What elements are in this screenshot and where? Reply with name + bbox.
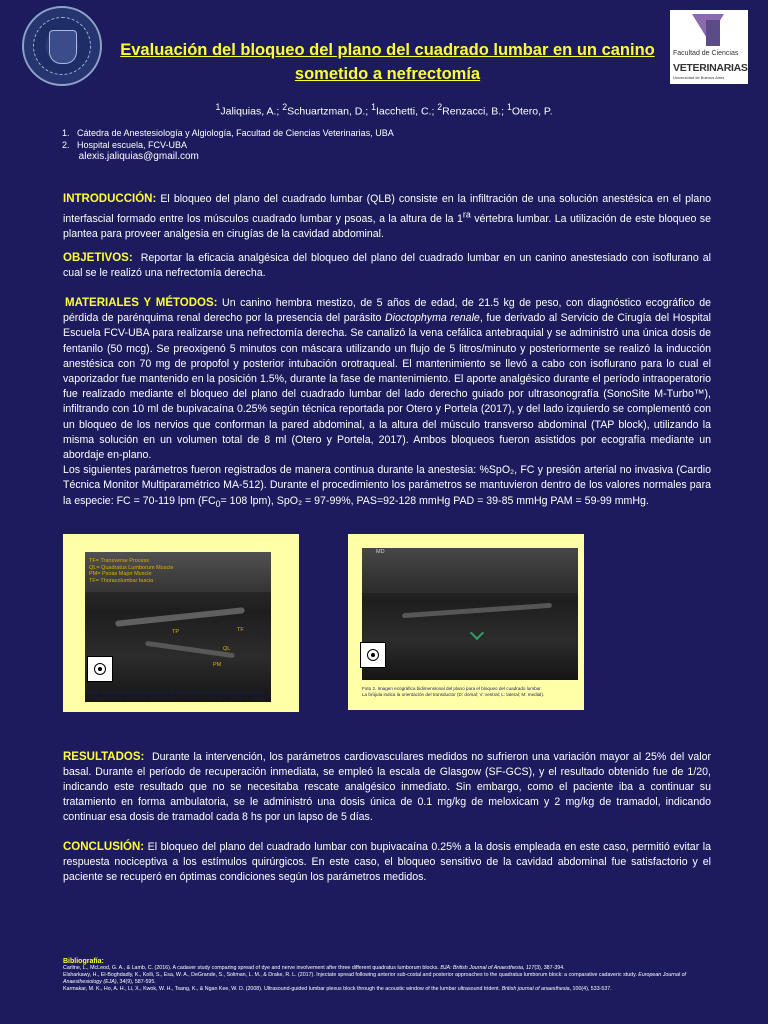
fcv-logo-line1: Facultad de Ciencias [673, 50, 739, 57]
intro-text: El bloqueo del plano del cuadrado lumbar (QLB) consiste en la infiltración de una solución anestésica en el plano interfascial formado entre los músculos cuadrado lumbar y psoas, a la altura de la $1^{ra}$ vértebra lumbar. La utilización de este bloqueo se plantea para proveer analgesia en cirugías de la cavidad abdominal. [63, 193, 711, 240]
bibliography-title: Bibliografía: [63, 958, 104, 965]
fcv-logo-line2: VETERINARIAS [673, 62, 748, 74]
figure-1-caption: Foto 1. Imagen ecográfica bidimensional del plano para el bloqueo del cuadrado lumbar. La brújula indica la orientación del transductor (D: dorsal; V: ventral; L: lateral; M: medial). [85, 690, 268, 701]
conclusion-text: El bloqueo del plano del cuadrado lumbar con bupivacaína 0.25% a la dosis empleada en este caso, permitió evitar la respuesta nociceptiva a los estímulos quirúrgicos. En este caso, el bloqueo sensitivo de la cavidad abdominal fue satisfactorio y el paciente se recuperó en óptimas condiciones según los parámetros medidos. [63, 841, 711, 883]
results-text: Durante la intervención, los parámetros cardiovasculares medidos no sufrieron una variación mayor al 25% del valor basal. Durante el período de recuperación inmediata, se empleó la escala de Glasgow (SF-GCS), y el resultado obtenido fue de 1/20, indicando este resultado que no se necesitaba rescate analgésico inmediato. Sin embargo, como el paciente iba a continuar su tratamiento en forma ambulatoria, se le administró una dosis única de 0.1 mg/kg de meloxicam y 2 mg/kg de tramadol, indicando continuar esa dosis de tramadol cada 8 hs por un lapso de 5 días. [63, 751, 714, 823]
methods-section [63, 296, 711, 512]
results-heading: RESULTADOS: [63, 751, 145, 763]
authors: $^1$Jaliquias, A.; $^2$Schuartzman, D.; $^1$Iacchetti, C.; $^2$Renzacci, B.; $^1$Otero, P. [215, 102, 553, 118]
objectives-section [63, 251, 714, 281]
legend-item-tp: TF= Transverse Process [89, 558, 150, 564]
label-pm: PM [213, 662, 222, 668]
bibliography [63, 958, 713, 993]
affiliation-2: 2. Hospital escuela, FCV-UBA [62, 139, 188, 150]
reference-2: Elsharkawy, H., El-Boghdadly, K., Kolli, S., Esa, W. A., DeGrande, S., Soliman, L. M., & Drake, R. L. (2017). Injectate spread following anterior sub-costal and posterior approaches to the quadratus lumborum block: a comparative cadaveric study. European Journal of Anaesthesiology (EJA), 34(9), 587-595. [63, 972, 686, 985]
transducer-compass-icon [360, 642, 386, 668]
results-section [63, 750, 714, 825]
legend-item-tf: TF= Thoracolumbar fascia [89, 577, 154, 584]
contact-email: alexis.jaliquias@gmail.com [62, 151, 199, 162]
affiliations [62, 128, 394, 163]
intro-section [63, 192, 711, 242]
ultrasound-image-2 [362, 548, 578, 680]
fcv-logo-line3: Universidad de Buenos Aires [673, 75, 725, 80]
conclusion-section [63, 840, 711, 885]
legend-item-pm: PM= Psoas Major Muscle [89, 571, 152, 577]
figure-1 [63, 534, 299, 712]
transducer-compass-icon [87, 656, 113, 682]
figure-2 [348, 534, 584, 710]
label-md: MD [376, 549, 385, 555]
figure-2-caption: Foto 2. Imagen ecográfica bidimensional del plano para el bloqueo del cuadrado lumbar. La brújula indica la orientación del transductor (D: dorsal; V: ventral; L: lateral; M: medial). [362, 686, 545, 697]
seal-emblem-icon [49, 30, 77, 64]
methods-text: Un canino hembra mestizo, de 5 años de edad, de 21.5 kg de peso, con diagnóstico ecográfico de pérdida de parénquima renal derecho por la presencia del parásito Dioctophyma renale, fue derivado al Servicio de Cirugía del Hospital Escuela FCV-UBA para realizarse una nefrectomía derecha. Se canalizó la vena cefálica antebraquial y se administró una única dosis de fentanilo (50 mcg). Se preoxigenó 5 minutos con máscara utilizando un flujo de 5 litros/minuto y posteriormente se realizó la inducción anestésica con 70 mg de propofol y posterior intubación orotraqueal. El mantenimiento se llevó a cabo con isoflurano para lo cual el vaporizador fue mantenido en la posición 1.5%, durante la fase de mantenimiento. El aporte analgésico durante el período intraoperatorio fue realizado mediante el bloqueo del plano del cuadrado lumbar del lado derecho guiado por ultrasonografía (SonoSite M-Turbo™), infiltrando con 10 ml de bupivacaína 0.25% según técnica reportada por Otero y Portela (2017), y del lado izquierdo se complementó con un bloqueo de los nervios que conforman la pared abdominal, a la altura del músculo transverso abdominal (TAP block), utilizando la misma solución en un volumen total de 8 ml (Otero y Portela, 2017). Ambos bloqueos fueron asistidos por ecografía mediante un abordaje en-plano. Los siguientes parámetros fueron registrados de manera continua durante la anestesia: %SpO₂, FC y presión arterial no invasiva (Cardio Técnica Monitor Multiparamétrico MA-512). Durante el procedimiento los parámetros se mantuvieron dentro de los valores normales para la especie: FC = 70-119 lpm ($FC_0= 108$ lpm), SpO₂ = 97-99%, PAS=92-128 mmHg PAD = 39-85 mmHg PAM = 59-99 mmHg. [63, 297, 711, 509]
poster-title [100, 38, 675, 86]
reference-3: Karmakar, M. K., Ho, A. H., Li, X., Kwok, W. H., Tsang, K., & Ngan Kee, W. D. (2008). Ultrasound-guided lumbar plexus block through the acoustic window of the lumbar ultrasound trident. British journal of anaesthesia, 100(4), 533-537. [63, 986, 612, 992]
reference-1: Carline, L., McLeod, G. A., & Lamb, C. (2016). A cadaver study comparing spread of dye and nerve involvement after three different quadratus lumborum blocks. BJA: British Journal of Anaesthesia, 117(3), 387-394. [63, 965, 565, 971]
legend-item-ql: QL= Quadratus Lumborum Muscle [89, 564, 174, 571]
title-line-1: Evaluación del bloqueo del plano del cuadrado lumbar en un canino [120, 41, 655, 59]
intro-heading: INTRODUCCIÓN: [63, 193, 157, 205]
label-tp: TP [172, 629, 180, 635]
label-ql: QL [223, 646, 231, 652]
objectives-text: Reportar la eficacia analgésica del bloqueo del plano del cuadrado lumbar en un canino anestesiado con isoflurano al cual se le realizó una nefrectomía derecha. [63, 252, 714, 279]
objectives-heading: OBJETIVOS: [63, 252, 133, 264]
figure-1-legend [89, 558, 174, 584]
methods-heading: MATERIALES Y MÉTODOS: [65, 297, 218, 309]
affiliation-1: 1. Cátedra de Anestesiología y Algiología, Facultad de Ciencias Veterinarias, UBA [62, 128, 394, 138]
conclusion-heading: CONCLUSIÓN: [63, 841, 145, 853]
title-line-2: sometido a nefrectomía [294, 65, 481, 83]
label-tf: TF [237, 627, 244, 633]
fcv-logo [670, 10, 748, 84]
uba-seal-logo [22, 6, 102, 86]
fcv-logo-bar [706, 20, 720, 46]
